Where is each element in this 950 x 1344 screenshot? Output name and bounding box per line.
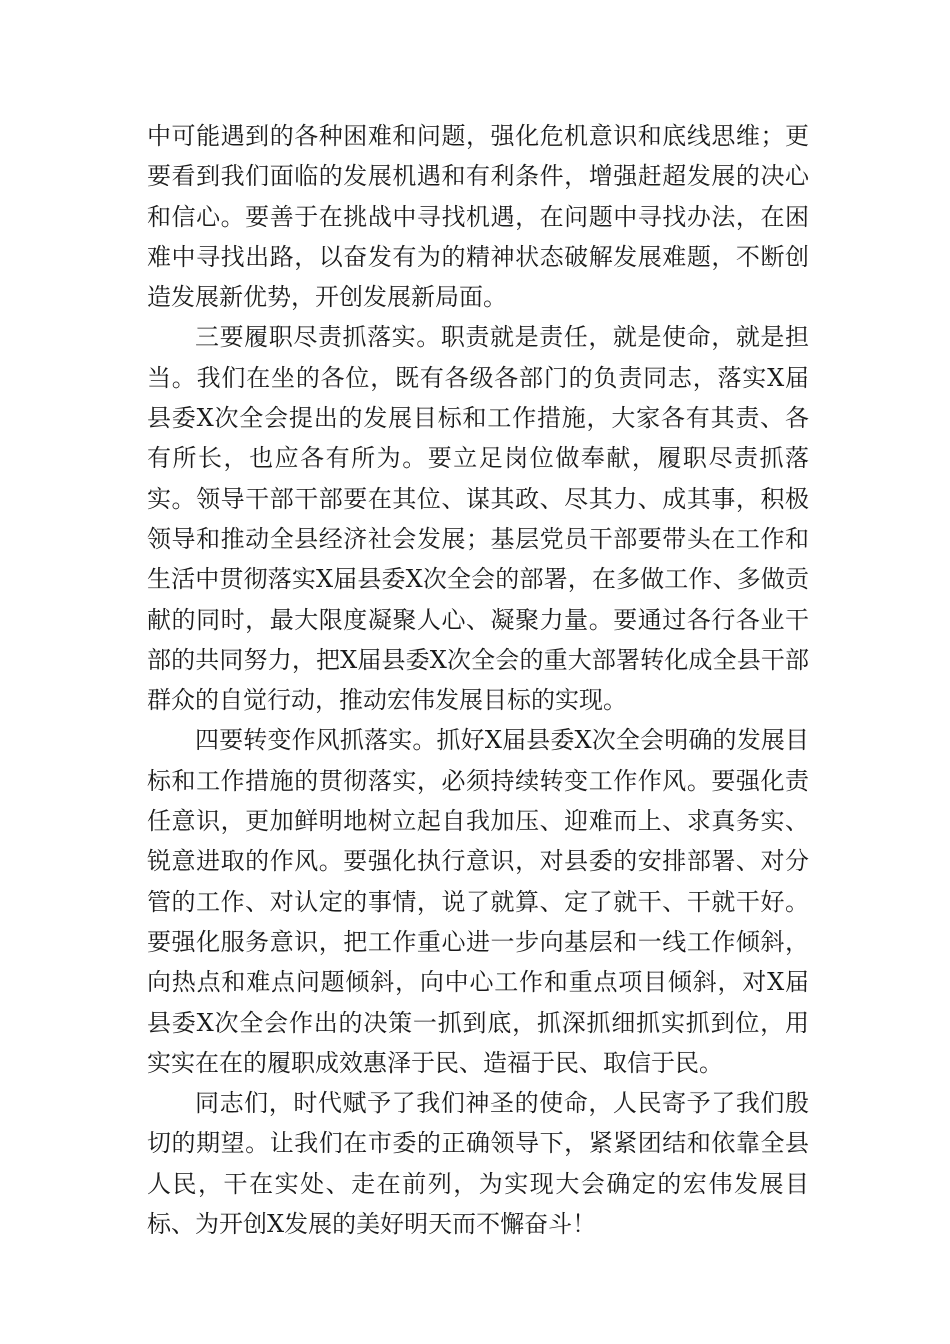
document-body <box>147 116 809 1244</box>
paragraph-four: 四要转变作风抓落实。抓好X届县委X次全会明确的发展目标和工作措施的贯彻落实，必须持续转变工作作风。要强化责任意识，更加鲜明地树立起自我加压、迎难而上、求真务实、锐意进取的作风。要强化执行意识，对县委的安排部署、对分管的工作、对认定的事情，说了就算、定了就干、干就干好。要强化服务意识，把工作重心进一步向基层和一线工作倾斜，向热点和难点问题倾斜，向中心工作和重点项目倾斜，对X届县委X次全会作出的决策一抓到底，抓深抓细抓实抓到位，用实实在在的履职成效惠泽于民、造福于民、取信于民。 <box>147 726 809 1077</box>
paragraph-three: 三要履职尽责抓落实。职责就是责任，就是使命，就是担当。我们在坐的各位，既有各级各部门的负责同志，落实X届县委X次全会提出的发展目标和工作措施，大家各有其责、各有所长，也应各有所为。要立足岗位做奉献，履职尽责抓落实。领导干部干部要在其位、谋其政、尽其力、成其事，积极领导和推动全县经济社会发展；基层党员干部要带头在工作和生活中贯彻落实X届县委X次全会的部署，在多做工作、多做贡献的同时，最大限度凝聚人心、凝聚力量。要通过各行各业干部的共同努力，把X届县委X次全会的重大部署转化成全县干部群众的自觉行动，推动宏伟发展目标的实现。 <box>147 323 809 715</box>
paragraph-continuation: 中可能遇到的各种困难和问题，强化危机意识和底线思维；更要看到我们面临的发展机遇和有利条件，增强赶超发展的决心和信心。要善于在挑战中寻找机遇，在问题中寻找办法，在困难中寻找出路，以奋发有为的精神状态破解发展难题，不断创造发展新优势，开创发展新局面。 <box>147 122 809 312</box>
paragraph-closing: 同志们，时代赋予了我们神圣的使命，人民寄予了我们殷切的期望。让我们在市委的正确领导下，紧紧团结和依靠全县人民，干在实处、走在前列，为实现大会确定的宏伟发展目标、为开创X发展的美好明天而不懈奋斗！ <box>147 1089 809 1239</box>
